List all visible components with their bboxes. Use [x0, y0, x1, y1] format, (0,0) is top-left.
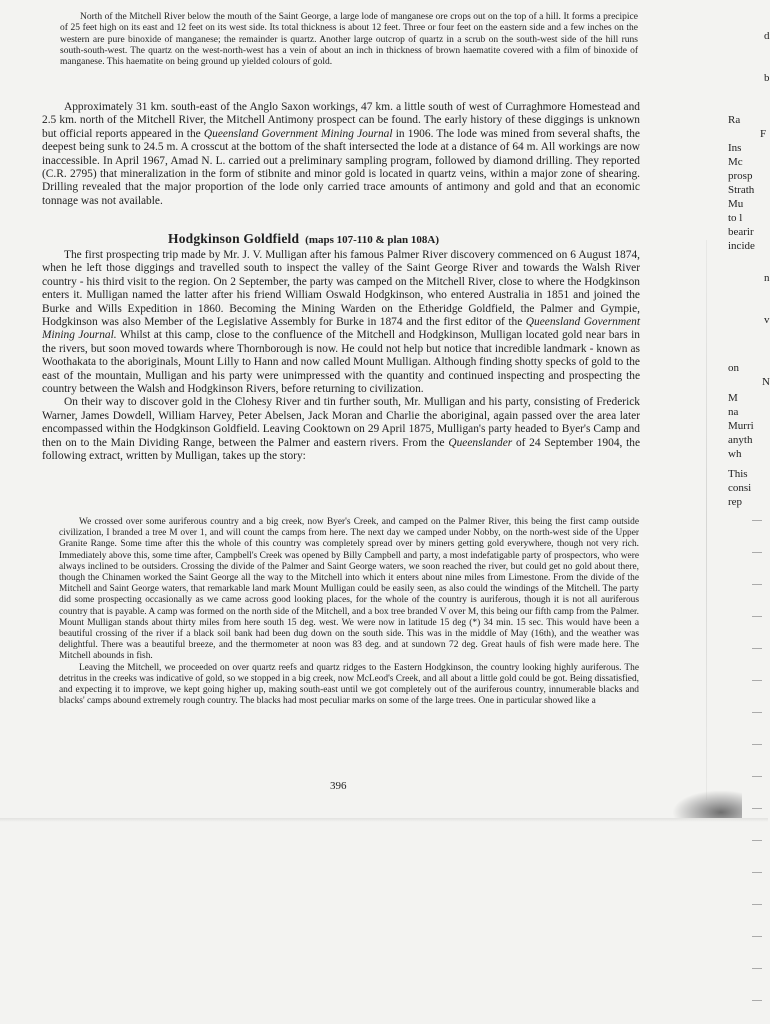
- margin-fragment: wh: [728, 448, 742, 460]
- page-fold: [706, 240, 707, 800]
- margin-fragment: to l: [728, 212, 743, 224]
- paragraph-text: [42, 101, 640, 208]
- margin-fragment: Mu: [728, 198, 744, 210]
- section-heading: [168, 231, 608, 247]
- edge-mark: [752, 648, 762, 649]
- edge-mark: [752, 552, 762, 553]
- margin-fragment: n: [764, 272, 770, 284]
- edge-mark: [752, 872, 762, 873]
- edge-mark: [752, 616, 762, 617]
- adjacent-page-fragments: [724, 0, 768, 1024]
- margin-fragment: Ra: [728, 114, 741, 126]
- page-number: 396: [330, 780, 347, 792]
- heading-subtitle: (maps 107-110 & plan 108A): [305, 234, 440, 246]
- paragraph-text: [42, 396, 640, 463]
- margin-fragment: anyth: [728, 434, 753, 446]
- scan-shadow: [0, 818, 768, 822]
- text-span: On their way to discover gold in the Clohesy River and tin further south, Mr. Mulligan and his party, consisting of Frederick Warner, James Dowdell, William Harvey, Peter Abelsen, Jack Moran and Charlie the aboriginal, again passed over the area later encompassed within the Hodgkinson Goldfield. Leaving Cooktown on 29 April 1875, Mulligan's party headed to Byer's Camp and then on to the Main Dividing Range, between the Palmer and eastern rivers. From the: [42, 396, 640, 449]
- text-span: in 1906. The lode was mined from several shafts, the deepest being sunk to 24.5 m. A crosscut at the bottom of the shaft intersected the lode at a distance of 64 m. All workings are now inaccessible. In April 1967, Amad N. L. carried out a preliminary sampling program, followed by diamond drilling. They reported (C.R. 2795) that mineralization in the form of stibnite and minor gold is located in quartz veins, within a major zone of shearing. Drilling revealed that the major proportion of the lode only carried trace amounts of antimony and gold and that an economic tonnage was not available.: [42, 127, 640, 207]
- margin-fragment: Strath: [728, 184, 755, 196]
- margin-fragment: na: [728, 406, 739, 418]
- heading-title: Hodgkinson Goldfield: [168, 231, 300, 246]
- quote-text: Leaving the Mitchell, we proceeded on over quartz reefs and quartz ridges to the Eastern Hodgkinson, the country looking highly auriferous. The detritus in the creeks was indicative of gold, so we stopped in a big creek, now McLeod's Creek, and all about a little gold could be got. Being dissatisfied, and expecting it to improve, we kept going higher up, making south-east until we got completely out of the auriferous country, innumerable blacks and blacks' camps abound extremely rough country. The blacks had most peculiar marks on some of the large trees. One in particular showed like a: [59, 662, 639, 707]
- edge-mark: [752, 584, 762, 585]
- margin-fragment: b: [764, 72, 770, 84]
- antimony-paragraph: [42, 101, 640, 208]
- edge-mark: [752, 936, 762, 937]
- text-span: of 24 September 1904, the following extract, written by Mulligan, takes up the story:: [42, 436, 641, 463]
- edge-mark: [752, 776, 762, 777]
- edge-mark: [752, 1000, 762, 1001]
- quote-text: We crossed over some auriferous country and a big creek, now Byer's Creek, and camped on the Palmer River, this being the first camp outside civilization, I branded a tree M over 1, and will count the camps from here. The next day we camped under Nobby, on the north-west side of the Upper Granite Range. Some time after this the whole of this country was completely spread over by miners getting gold everywhere, though not very rich. Immediately above this, some time after, Campbell's Creek was opened by Billy Campbell and party, a most indefatigable party of prospectors, who were always inclined to be outsiders. Crossing the divide of the Palmer and Saint George waters, we soon reached the river, but could get no gold about there, though the Chinamen worked the Saint George all the way to the Mitchell into which it enters about nine miles from Limestone. From the divide of the Mitchell and Saint George waters, that remarkable land mark Mount Mulligan could be easily seen, as also could the windings of the Mitchell. The party did some prospecting occasionally as we came across good looking places, for the whole of the country is auriferous, though it is not all auriferous country that is payable. A camp was formed on the north side of the Mitchell, and a box tree branded V over M, this being our fifth camp from the Palmer. Mount Mulligan stands about thirty miles from here south 15 deg. west. We were now in latitude 15 deg (*) 34 min. 15 sec. This would have been a beautiful crossing of the river if a black soil bank had been dug down on the south side. This was in the middle of May (16th), and the weather was delightful. There was a beautiful breeze, and the thermometer at noon was 83 deg. and at sundown 72 deg. Great hauls of fish were made here. The Mitchell abounds in fish.: [59, 517, 639, 662]
- quote-text: North of the Mitchell River below the mouth of the Saint George, a large lode of manganese ore crops out on the top of a hill. It forms a precipice of 25 feet high on its east and 12 feet on its west side. Its total thickness is about 12 feet. Three or four feet on the eastern side and a few inches on the western are pure binoxide of manganese; the remainder is quartz. Another large outcrop of quartz in a scrub on the south-west side of the hill runs south-south-west. The quartz on the west-north-west has a vein of about an inch in thickness of brown haematite covered with a film of binoxide of manganese. This haematite on being ground up yielded colours of gold.: [60, 12, 638, 68]
- text-span: Whilst at this camp, close to the confluence of the Mitchell and Hodgkinson, Mulligan located gold near bars in the rivers, but soon moved towards where Thornborough is now. He could not help but notice that incredible landmark - known as Woothakata to the aboriginals, Mount Lilly to Hann and now called Mount Mulligan. Although finding shotty specks of gold to the east of the mountain, Mulligan and his party were unimpressed with the quantity and continued inspecting and prospecting the country between the Walsh and Hodgkinson Rivers, before returning to civilization.: [42, 329, 640, 396]
- margin-fragment: This: [728, 468, 748, 480]
- edge-mark: [752, 840, 762, 841]
- journal-title: Queensland Government Mining Journal: [203, 127, 393, 140]
- margin-fragment: on: [728, 362, 739, 374]
- margin-fragment: d: [764, 30, 770, 42]
- edge-mark: [752, 808, 762, 809]
- edge-mark: [752, 520, 762, 521]
- margin-fragment: bearir: [728, 226, 754, 238]
- margin-fragment: M: [728, 392, 738, 404]
- manganese-quote: [60, 12, 638, 68]
- margin-fragment: F: [760, 128, 767, 140]
- margin-fragment: Ins: [728, 142, 742, 154]
- margin-fragment: N: [762, 376, 770, 388]
- margin-fragment: incide: [728, 240, 755, 252]
- margin-fragment: rep: [728, 496, 743, 508]
- paragraph-text: [42, 249, 640, 396]
- text-span: Approximately 31 km. south-east of the Anglo Saxon workings, 47 km. a little south of west of Curraghmore Homestead and 2.5 km. north of the Mitchell River, the Mitchell Antimony prospect can be found. The early history of these diggings is unknown but official reports appeared in the: [42, 101, 640, 140]
- edge-mark: [752, 744, 762, 745]
- margin-fragment: v: [764, 314, 770, 326]
- scan-smudge: [672, 790, 742, 818]
- margin-fragment: Mc: [728, 156, 743, 168]
- edge-mark: [752, 904, 762, 905]
- mulligan-quote: [59, 517, 639, 707]
- edge-mark: [752, 680, 762, 681]
- journal-title: Queensland Government Mining Journal.: [42, 316, 640, 342]
- margin-fragment: consi: [728, 482, 752, 494]
- edge-mark: [752, 968, 762, 969]
- text-span: The first prospecting trip made by Mr. J. V. Mulligan after his famous Palmer River discovery commenced on 6 August 1874, when he left those diggings and travelled south to inspect the valley of the Saint George River and towards the Walsh River country - his third visit to the region. On 2 September, the party was camped on the Mitchell River, close to where the Hodgkinson enters it. Mulligan named the latter after his friend William Oswald Hodgkinson, who entered Australia in 1851 and joined the Burke and Wills Expedition in 1860. Becoming the Mining Warden on the Etheridge Goldfield, the Palmer and Gympie, Hodgkinson was also Member of the Legislative Assembly for Burke in 1874 and the first editor of the: [42, 249, 640, 329]
- newspaper-title: Queenslander: [448, 436, 513, 449]
- edge-mark: [752, 712, 762, 713]
- margin-fragment: Murri: [728, 420, 754, 432]
- margin-fragment: prosp: [728, 170, 753, 182]
- hodgkinson-body: [42, 249, 640, 464]
